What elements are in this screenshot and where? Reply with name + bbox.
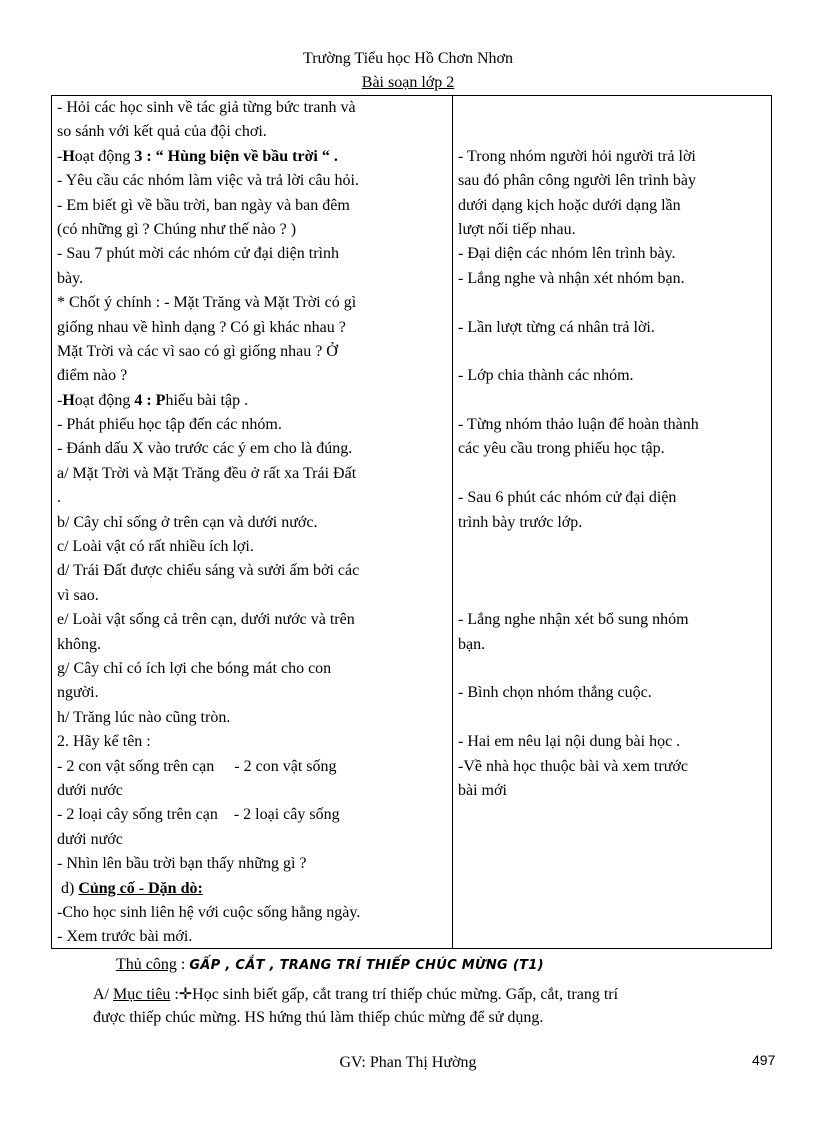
- right-line-18: bài mới: [458, 781, 507, 799]
- left-line-8: bày.: [57, 269, 84, 287]
- right-line-16: - Hai em nêu lại nội dung bài học .: [458, 733, 681, 751]
- left-line-6: (có những gì ? Chúng như thế nào ? ): [57, 220, 297, 238]
- right-line-15: - Bình chọn nhóm thắng cuộc.: [458, 684, 652, 702]
- left-line-24: g/ Cây chỉ có ích lợi che bóng mát cho con: [57, 659, 332, 677]
- right-line-11: - Sau 6 phút các nhóm cử đại diện: [458, 489, 677, 507]
- page-number: 497: [752, 1052, 776, 1068]
- right-line-13: - Lắng nghe nhận xét bổ sung nhóm: [458, 611, 689, 629]
- left-line-16: a/ Mặt Trời và Mặt Trăng đều ở rất xa Trái Đất: [57, 464, 357, 482]
- left-line-14: - Phát phiếu học tập đến các nhóm.: [57, 416, 282, 434]
- left-line-34: -Cho học sinh liên hệ với cuộc sống hằng ngày.: [57, 903, 361, 921]
- right-line-7: - Lần lượt từng cá nhân trả lời.: [458, 318, 655, 336]
- right-line-4: lượt nối tiếp nhau.: [458, 220, 576, 238]
- activity-3-heading: -Hoạt động 3 : “ Hùng biện về bầu trời “ .: [57, 147, 338, 165]
- consolidation-heading: d) Củng cố - Dặn dò:: [57, 879, 203, 897]
- left-line-1: - Hỏi các học sinh về tác giả từng bức tranh và: [57, 99, 356, 116]
- left-line-32: - Nhìn lên bầu trời bạn thấy những gì ?: [57, 855, 307, 873]
- left-line-12: điểm nào ?: [57, 367, 128, 385]
- activity-4-heading: -Hoạt động 4 : Phiếu bài tập .: [57, 391, 249, 409]
- left-line-31: dưới nước: [57, 830, 123, 848]
- teacher-name: GV: Phan Thị Hường: [339, 1054, 477, 1071]
- objective-label: Mục tiêu: [113, 986, 171, 1003]
- right-line-2: sau đó phân công người lên trình bày: [458, 172, 696, 190]
- subtitle-text: Bài soạn lớp 2: [361, 74, 455, 91]
- topic-title: GẤP , CẮT , TRANG TRÍ THIẾP CHÚC MỪNG (T1): [189, 958, 544, 973]
- left-line-4: - Yêu cầu các nhóm làm việc và trả lời câu hỏi.: [57, 172, 359, 190]
- page-subtitle: [0, 74, 816, 92]
- left-line-22: e/ Loài vật sống cả trên cạn, dưới nước và trên: [57, 611, 355, 629]
- right-line-8: - Lớp chia thành các nhóm.: [458, 367, 634, 385]
- left-line-27: 2. Hãy kể tên :: [57, 733, 151, 751]
- left-line-30: - 2 loại cây sống trên cạn - 2 loại cây sống: [57, 806, 340, 824]
- right-line-9: - Từng nhóm thảo luận để hoàn thành: [458, 416, 699, 434]
- right-line-6: - Lắng nghe và nhận xét nhóm bạn.: [458, 269, 685, 287]
- lesson-table: [51, 95, 772, 949]
- right-line-14: bạn.: [458, 635, 486, 653]
- right-line-1: - Trong nhóm người hỏi người trả lời: [458, 147, 696, 165]
- left-line-15: - Đánh dấu X vào trước các ý em cho là đúng.: [57, 440, 353, 458]
- topic-label: Thủ công: [116, 956, 177, 973]
- right-line-5: - Đại diện các nhóm lên trình bày.: [458, 245, 676, 263]
- objective-line-2: được thiếp chúc mừng. HS hứng thú làm thiếp chúc mừng để sử dụng.: [93, 1009, 544, 1026]
- left-line-9: * Chốt ý chính : - Mặt Trăng và Mặt Trời có gì: [57, 294, 357, 312]
- left-line-11: Mặt Trời và các vì sao có gì giống nhau ? Ở: [57, 342, 338, 360]
- right-line-12: trình bày trước lớp.: [458, 513, 583, 531]
- left-line-20: d/ Trái Đất được chiếu sáng và sưởi ấm bởi các: [57, 562, 360, 580]
- topic-line: Thủ công : GẤP , CẮT , TRANG TRÍ THIẾP CHÚC MỪNG (T1): [116, 956, 544, 973]
- left-line-29: dưới nước: [57, 781, 123, 799]
- right-line-3: dưới dạng kịch hoặc dưới dạng lần: [458, 196, 681, 214]
- left-line-26: h/ Trăng lúc nào cũng tròn.: [57, 708, 231, 726]
- left-line-7: - Sau 7 phút mời các nhóm cử đại diện trình: [57, 245, 339, 263]
- teacher-activities-column: [57, 96, 449, 950]
- right-line-10: các yêu cầu trong phiếu học tập.: [458, 440, 665, 458]
- left-line-5: - Em biết gì về bầu trời, ban ngày và ban đêm: [57, 196, 350, 214]
- right-line-17: -Về nhà học thuộc bài và xem trước: [458, 757, 688, 775]
- left-line-28: - 2 con vật sống trên cạn - 2 con vật sống: [57, 757, 337, 775]
- left-line-35: - Xem trước bài mới.: [57, 928, 193, 946]
- left-line-10: giống nhau về hình dạng ? Có gì khác nhau ?: [57, 318, 346, 336]
- student-activities-column: [458, 96, 768, 803]
- left-line-21: vì sao.: [57, 586, 99, 604]
- left-line-2: so sánh với kết quả của đội chơi.: [57, 123, 267, 141]
- school-name: Trường Tiểu học Hồ Chơn Nhơn: [303, 50, 513, 67]
- left-line-17: .: [57, 489, 61, 507]
- column-divider: [452, 96, 453, 948]
- left-line-25: người.: [57, 684, 99, 702]
- left-line-19: c/ Loài vật có rất nhiều ích lợi.: [57, 538, 254, 556]
- objective-line-1: A/ Mục tiêu :✛Học sinh biết gấp, cắt trang trí thiếp chúc mừng. Gấp, cắt, trang trí: [93, 986, 619, 1003]
- left-line-23: không.: [57, 635, 101, 653]
- left-line-18: b/ Cây chỉ sống ở trên cạn và dưới nước.: [57, 513, 318, 531]
